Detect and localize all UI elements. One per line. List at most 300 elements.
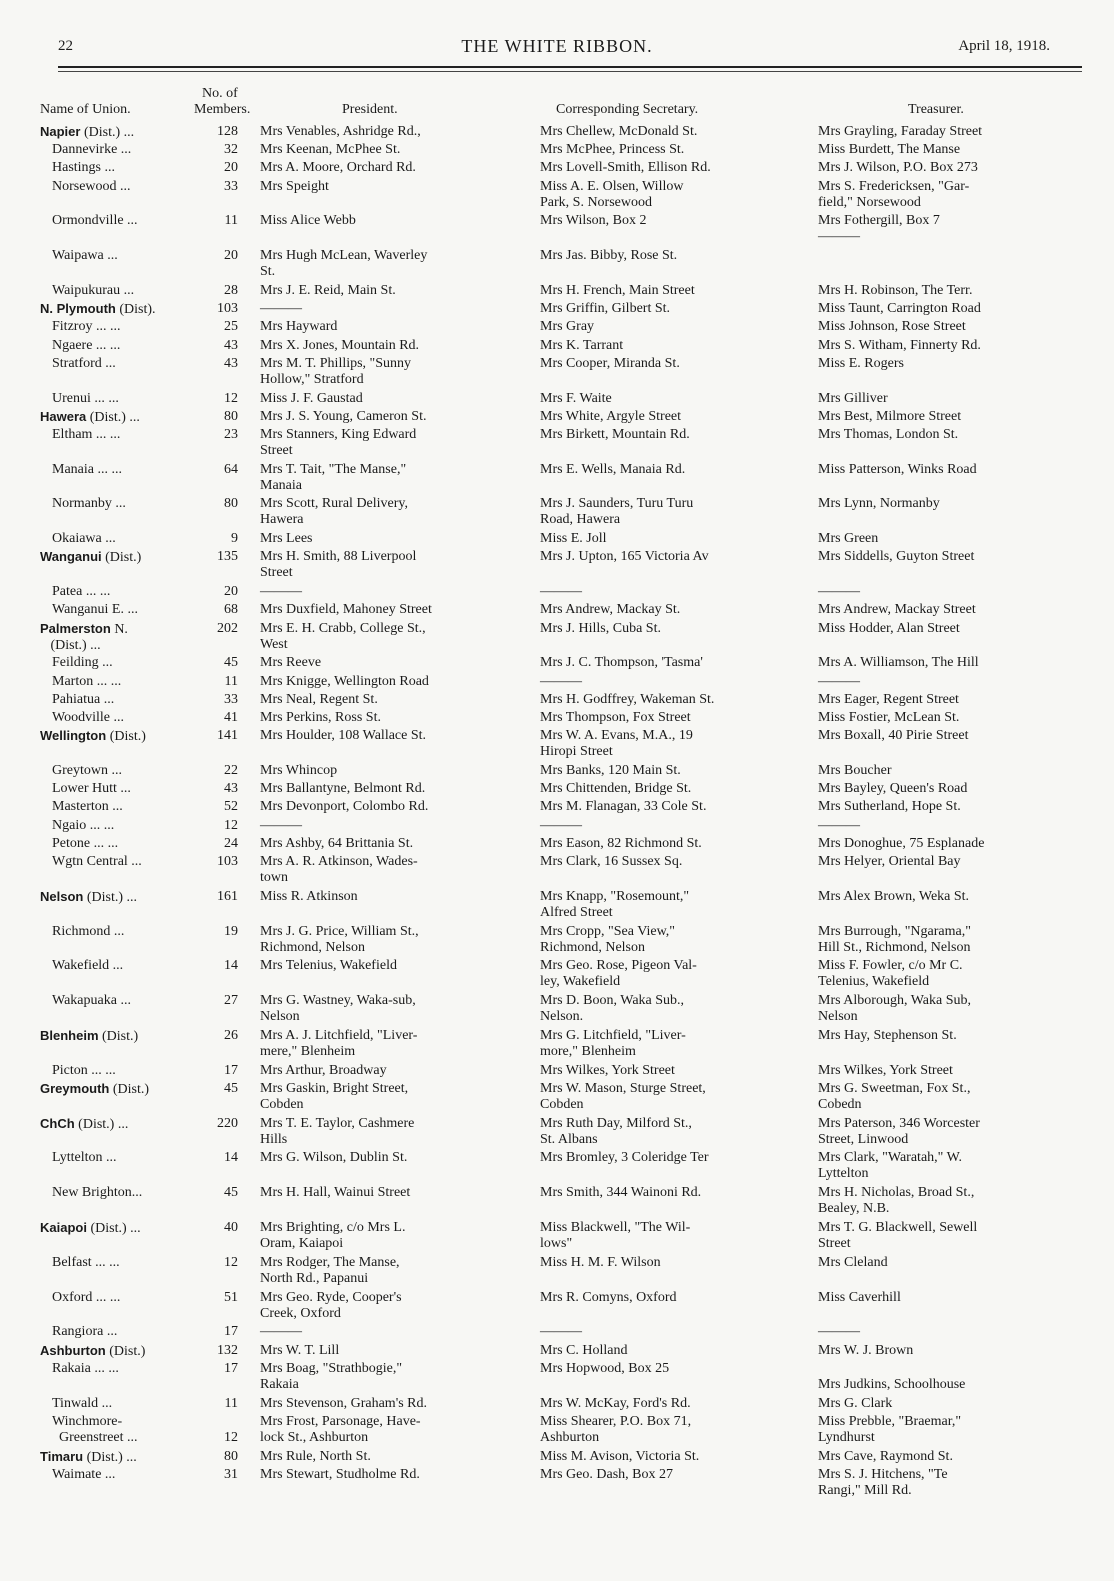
member-count: 33 — [224, 691, 238, 707]
treasurer-cell: Mrs T. G. Blackwell, Sewell Street — [818, 1220, 978, 1252]
secretary-cell: Mrs W. McKay, Ford's Rd. — [540, 1395, 691, 1411]
treasurer-cell: Mrs Alex Brown, Weka St. — [818, 888, 970, 904]
header-rule — [58, 66, 1082, 68]
union-name: Okaiawa ... — [52, 531, 116, 547]
treasurer-cell: Miss Prebble, "Braemar," Lyndhurst — [818, 1413, 962, 1445]
col-members-header-line1: No. of — [202, 86, 238, 101]
page-number: 22 — [58, 38, 73, 54]
district-union-name: Kaiapoi — [40, 1220, 87, 1236]
treasurer-cell: Mrs Alborough, Waka Sub, Nelson — [818, 993, 972, 1025]
union-name: Palmerston N. (Dist.) ... — [40, 620, 128, 653]
treasurer-cell: Mrs Helyer, Oriental Bay — [818, 853, 961, 869]
treasurer-cell: Miss Taunt, Carrington Road — [818, 301, 981, 317]
union-row — [0, 728, 1114, 763]
union-row — [0, 179, 1114, 214]
treasurer-cell: Miss Caverhill — [818, 1289, 901, 1305]
union-name: Wanganui (Dist.) — [40, 549, 142, 566]
treasurer-cell: Mrs W. J. Brown — [818, 1342, 914, 1358]
district-union-name: Blenheim — [40, 1027, 99, 1043]
secretary-cell: Mrs J. Saunders, Turu Turu Road, Hawera — [540, 496, 694, 528]
union-name: Richmond ... — [52, 923, 125, 939]
secretary-cell: ——— — [540, 584, 582, 600]
treasurer-cell: ——— — [818, 584, 860, 600]
union-row — [0, 993, 1114, 1028]
union-row — [0, 1028, 1114, 1063]
president-cell: Mrs Whincop — [260, 762, 338, 778]
union-name: Wakefield ... — [52, 958, 124, 974]
member-count: 43 — [224, 337, 238, 353]
union-row — [0, 1396, 1114, 1414]
secretary-cell: Mrs M. Flanagan, 33 Cole St. — [540, 799, 707, 815]
secretary-cell: Miss Shearer, P.O. Box 71, Ashburton — [540, 1413, 692, 1445]
president-cell: Mrs Boag, "Strathbogie," Rakaia — [260, 1360, 403, 1392]
union-row — [0, 1467, 1114, 1502]
col-name-header: Name of Union. — [40, 102, 131, 117]
secretary-cell: Mrs Birkett, Mountain Rd. — [540, 426, 690, 442]
union-row — [0, 301, 1114, 319]
union-name: ChCh (Dist.) ... — [40, 1115, 129, 1132]
secretary-cell: Mrs McPhee, Princess St. — [540, 142, 685, 158]
union-name: Waipawa ... — [52, 248, 118, 264]
member-count: 43 — [224, 355, 238, 371]
column-headers — [0, 84, 1114, 124]
union-row — [0, 1116, 1114, 1151]
secretary-cell: Mrs Geo. Dash, Box 27 — [540, 1466, 673, 1482]
secretary-cell: Mrs Ruth Day, Milford St., St. Albans — [540, 1115, 692, 1147]
president-cell: Mrs G. Wilson, Dublin St. — [260, 1150, 408, 1166]
treasurer-cell: Mrs Cave, Raymond St. — [818, 1448, 953, 1464]
secretary-cell: Mrs Banks, 120 Main St. — [540, 762, 681, 778]
president-cell: Mrs Devonport, Colombo Rd. — [260, 799, 429, 815]
member-count: 9 — [231, 531, 238, 547]
treasurer-cell: Mrs Gilliver — [818, 390, 888, 406]
union-row — [0, 1449, 1114, 1467]
member-count: 40 — [224, 1220, 238, 1236]
treasurer-cell: Mrs S. J. Hitchens, "Te Rangi," Mill Rd. — [818, 1466, 948, 1498]
treasurer-cell: ——— — [818, 1324, 860, 1340]
president-cell: Miss Alice Webb — [260, 213, 356, 229]
treasurer-cell: Miss Burdett, The Manse — [818, 142, 961, 158]
union-row — [0, 160, 1114, 178]
president-cell: Mrs Rule, North St. — [260, 1448, 371, 1464]
union-row — [0, 584, 1114, 602]
union-row — [0, 1255, 1114, 1290]
president-cell: Mrs Hayward — [260, 319, 338, 335]
secretary-cell: Mrs W. Mason, Sturge Street, Cobden — [540, 1080, 706, 1112]
col-members-header-line2: Members. — [194, 102, 251, 117]
district-union-name: Ashburton — [40, 1342, 106, 1358]
treasurer-cell: Miss Johnson, Rose Street — [818, 319, 966, 335]
member-count: 31 — [224, 1466, 238, 1482]
member-count: 14 — [224, 958, 238, 974]
treasurer-cell: Mrs S. Witham, Finnerty Rd. — [818, 337, 981, 353]
president-cell: ——— — [260, 584, 302, 600]
secretary-cell: Mrs Andrew, Mackay St. — [540, 602, 681, 618]
treasurer-cell: Mrs H. Nicholas, Broad St., Bealey, N.B. — [818, 1185, 975, 1217]
treasurer-cell: ——— — [818, 673, 860, 689]
president-cell: Mrs Ballantyne, Belmont Rd. — [260, 781, 426, 797]
union-row — [0, 1220, 1114, 1255]
header-rule-thin — [58, 71, 1082, 72]
union-row — [0, 818, 1114, 836]
secretary-cell: Mrs Bromley, 3 Coleridge Ter — [540, 1150, 709, 1166]
member-count: 19 — [224, 923, 238, 939]
union-row — [0, 213, 1114, 248]
president-cell: Mrs E. H. Crabb, College St., West — [260, 620, 426, 652]
president-cell: Mrs Stevenson, Graham's Rd. — [260, 1395, 428, 1411]
union-name: Ashburton (Dist.) — [40, 1342, 146, 1359]
col-president-header: President. — [342, 102, 398, 117]
member-count: 45 — [224, 1080, 238, 1096]
treasurer-cell: Mrs H. Robinson, The Terr. — [818, 282, 973, 298]
district-union-name: Nelson — [40, 888, 84, 904]
president-cell: Mrs Knigge, Wellington Road — [260, 673, 429, 689]
union-row — [0, 1414, 1114, 1449]
member-count: 25 — [224, 319, 238, 335]
union-row — [0, 674, 1114, 692]
member-count: 43 — [224, 781, 238, 797]
president-cell: Mrs Geo. Ryde, Cooper's Creek, Oxford — [260, 1289, 402, 1321]
secretary-cell: Mrs Wilkes, York Street — [540, 1062, 675, 1078]
treasurer-cell: Mrs Boucher — [818, 762, 892, 778]
district-union-name: Napier — [40, 124, 81, 139]
district-union-name: Greymouth — [40, 1080, 110, 1096]
union-name: Normanby ... — [52, 496, 126, 512]
member-count: 51 — [224, 1289, 238, 1305]
member-count: 23 — [224, 426, 238, 442]
union-row — [0, 602, 1114, 620]
secretary-cell: Mrs Gray — [540, 319, 595, 335]
member-count: 135 — [217, 549, 238, 565]
president-cell: Mrs T. Tait, "The Manse," Manaia — [260, 461, 407, 493]
union-name: Wakapuaka ... — [52, 993, 131, 1009]
union-name: Masterton ... — [52, 799, 123, 815]
secretary-cell: Mrs D. Boon, Waka Sub., Nelson. — [540, 993, 685, 1025]
president-cell: Mrs A. J. Litchfield, "Liver- mere," Blenheim — [260, 1027, 418, 1059]
treasurer-cell: Miss Patterson, Winks Road — [818, 461, 977, 477]
president-cell: Mrs X. Jones, Mountain Rd. — [260, 337, 420, 353]
president-cell: Mrs Houlder, 108 Wallace St. — [260, 728, 427, 744]
treasurer-cell: Mrs Best, Milmore Street — [818, 408, 962, 424]
president-cell: ——— — [260, 1324, 302, 1340]
union-name: Patea ... ... — [52, 584, 111, 600]
treasurer-cell: Mrs Lynn, Normanby — [818, 496, 940, 512]
secretary-cell: Mrs G. Litchfield, "Liver- more," Blenheim — [540, 1027, 686, 1059]
treasurer-cell: ——— — [818, 817, 860, 833]
secretary-cell: Miss M. Avison, Victoria St. — [540, 1448, 700, 1464]
treasurer-cell: Mrs Siddells, Guyton Street — [818, 549, 975, 565]
member-count: 45 — [224, 655, 238, 671]
president-cell: Mrs Reeve — [260, 655, 322, 671]
issue-date: April 18, 1918. — [958, 38, 1050, 54]
member-count: 32 — [224, 142, 238, 158]
page-header — [0, 38, 1114, 62]
secretary-cell: Miss H. M. F. Wilson — [540, 1254, 661, 1270]
secretary-cell: Mrs Cooper, Miranda St. — [540, 355, 680, 371]
treasurer-cell: Mrs Andrew, Mackay Street — [818, 602, 976, 618]
member-count: 20 — [224, 584, 238, 600]
secretary-cell: Mrs Thompson, Fox Street — [540, 709, 691, 725]
president-cell: Mrs Speight — [260, 178, 329, 194]
treasurer-cell: Mrs G. Sweetman, Fox St., Cobedn — [818, 1080, 971, 1112]
member-count: 141 — [217, 728, 238, 744]
union-row — [0, 854, 1114, 889]
secretary-cell: Mrs K. Tarrant — [540, 337, 624, 353]
union-row — [0, 1150, 1114, 1185]
union-name: Stratford ... — [52, 355, 116, 371]
member-count: 26 — [224, 1027, 238, 1043]
treasurer-cell: Mrs Grayling, Faraday Street — [818, 124, 983, 139]
union-row — [0, 1081, 1114, 1116]
union-row — [0, 124, 1114, 142]
secretary-cell: Mrs Cropp, "Sea View," Richmond, Nelson — [540, 923, 676, 955]
union-name: Ngaere ... ... — [52, 337, 121, 353]
secretary-cell: Mrs J. Hills, Cuba St. — [540, 620, 661, 636]
secretary-cell: ——— — [540, 1324, 582, 1340]
member-count: 128 — [217, 124, 238, 139]
union-row — [0, 781, 1114, 799]
secretary-cell: Mrs R. Comyns, Oxford — [540, 1289, 677, 1305]
member-count: 12 — [224, 390, 238, 406]
union-name: Blenheim (Dist.) — [40, 1027, 139, 1044]
member-count: 22 — [224, 762, 238, 778]
union-name: Woodville ... — [52, 709, 124, 725]
president-cell: Mrs Keenan, McPhee St. — [260, 142, 401, 158]
union-row — [0, 1290, 1114, 1325]
union-name: Ormondville ... — [52, 213, 138, 229]
president-cell: Mrs Gaskin, Bright Street, Cobden — [260, 1080, 409, 1112]
member-count: 64 — [224, 461, 238, 477]
union-name: Urenui ... ... — [52, 390, 119, 406]
secretary-cell: Mrs H. Godffrey, Wakeman St. — [540, 691, 715, 707]
secretary-cell: Mrs Clark, 16 Sussex Sq. — [540, 853, 683, 869]
secretary-cell: Mrs Eason, 82 Richmond St. — [540, 835, 702, 851]
union-name: Manaia ... ... — [52, 461, 122, 477]
secretary-cell: Mrs Chellew, McDonald St. — [540, 124, 698, 139]
president-cell: Mrs T. E. Taylor, Cashmere Hills — [260, 1115, 415, 1147]
union-row — [0, 356, 1114, 391]
member-count: 27 — [224, 993, 238, 1009]
union-row — [0, 531, 1114, 549]
member-count: 12 — [224, 1254, 238, 1270]
union-name: Rangiora ... — [52, 1324, 118, 1340]
union-name: Belfast ... ... — [52, 1254, 120, 1270]
secretary-cell: Miss E. Joll — [540, 531, 607, 547]
member-count: 11 — [224, 673, 238, 689]
president-cell: Mrs Stewart, Studholme Rd. — [260, 1466, 420, 1482]
union-row — [0, 655, 1114, 673]
treasurer-cell: Mrs Clark, "Waratah," W. Lyttelton — [818, 1150, 963, 1182]
secretary-cell: Miss Blackwell, "The Wil- lows" — [540, 1220, 691, 1252]
union-row — [0, 1343, 1114, 1361]
president-cell: Mrs Stanners, King Edward Street — [260, 426, 417, 458]
president-cell: ——— — [260, 817, 302, 833]
member-count: 103 — [217, 853, 238, 869]
treasurer-cell: Miss Hodder, Alan Street — [818, 620, 960, 636]
president-cell: Mrs Ashby, 64 Brittania St. — [260, 835, 414, 851]
secretary-cell: Mrs J. Upton, 165 Victoria Av — [540, 549, 709, 565]
union-name: Wanganui E. ... — [52, 602, 138, 618]
union-name: Greytown ... — [52, 762, 122, 778]
union-row — [0, 692, 1114, 710]
secretary-cell: Mrs C. Holland — [540, 1342, 628, 1358]
president-cell: Mrs Telenius, Wakefield — [260, 958, 397, 974]
union-row — [0, 409, 1114, 427]
member-count: 45 — [224, 1185, 238, 1201]
union-row — [0, 462, 1114, 497]
member-count: 20 — [224, 160, 238, 176]
secretary-cell: ——— — [540, 817, 582, 833]
union-name: Picton ... ... — [52, 1062, 116, 1078]
union-name: Nelson (Dist.) ... — [40, 888, 138, 905]
union-name: Pahiatua ... — [52, 691, 115, 707]
member-count: 132 — [217, 1342, 238, 1358]
treasurer-cell: Mrs G. Clark — [818, 1395, 893, 1411]
member-count: 33 — [224, 178, 238, 194]
secretary-cell: Mrs Hopwood, Box 25 — [540, 1360, 670, 1376]
union-row — [0, 283, 1114, 301]
union-name: Hastings ... — [52, 160, 115, 176]
union-name: Fitzroy ... ... — [52, 319, 121, 335]
president-cell: Mrs Venables, Ashridge Rd., — [260, 124, 421, 139]
treasurer-cell: Mrs Paterson, 346 Worcester Street, Linwood — [818, 1115, 980, 1147]
secretary-cell: Miss A. E. Olsen, Willow Park, S. Norsewood — [540, 178, 684, 210]
secretary-cell: Mrs Lovell-Smith, Ellison Rd. — [540, 160, 711, 176]
president-cell: Miss J. F. Gaustad — [260, 390, 363, 406]
union-name: Waimate ... — [52, 1466, 116, 1482]
treasurer-cell: Miss Fostier, McLean St. — [818, 709, 960, 725]
secretary-cell: Mrs J. C. Thompson, 'Tasma' — [540, 655, 703, 671]
member-count: 52 — [224, 799, 238, 815]
union-row — [0, 799, 1114, 817]
president-cell: Mrs M. T. Phillips, "Sunny Hollow," Stratford — [260, 355, 412, 387]
union-row — [0, 1185, 1114, 1220]
president-cell: Miss R. Atkinson — [260, 888, 358, 904]
union-row — [0, 836, 1114, 854]
president-cell: Mrs Neal, Regent St. — [260, 691, 378, 707]
district-union-name: Palmerston — [40, 620, 111, 636]
president-cell: Mrs W. T. Lill — [260, 1342, 340, 1358]
member-count: 80 — [224, 1448, 238, 1464]
union-row — [0, 496, 1114, 531]
treasurer-cell: Mrs A. Williamson, The Hill — [818, 655, 979, 671]
president-cell: ——— — [260, 301, 302, 317]
secretary-cell: Mrs Jas. Bibby, Rose St. — [540, 248, 678, 264]
member-count: 80 — [224, 496, 238, 512]
union-name: Kaiapoi (Dist.) ... — [40, 1220, 141, 1237]
publication-title: THE WHITE RIBBON. — [461, 36, 653, 56]
treasurer-cell: Mrs Eager, Regent Street — [818, 691, 959, 707]
district-union-name: ChCh — [40, 1115, 75, 1131]
secretary-cell: Mrs F. Waite — [540, 390, 612, 406]
union-name: Ngaio ... ... — [52, 817, 115, 833]
member-count: 103 — [217, 301, 238, 317]
secretary-cell: Mrs E. Wells, Manaia Rd. — [540, 461, 686, 477]
union-name: Lower Hutt ... — [52, 781, 131, 797]
district-union-name: Wanganui — [40, 549, 102, 565]
union-row — [0, 710, 1114, 728]
union-name: Lyttelton ... — [52, 1150, 117, 1166]
president-cell: Mrs Rodger, The Manse, North Rd., Papanui — [260, 1254, 400, 1286]
treasurer-cell: Mrs Bayley, Queen's Road — [818, 781, 968, 797]
president-cell: Mrs J. S. Young, Cameron St. — [260, 408, 427, 424]
secretary-cell: Mrs White, Argyle Street — [540, 408, 682, 424]
treasurer-cell: Mrs Fothergill, Box 7 ——— — [818, 213, 940, 245]
member-count: 80 — [224, 408, 238, 424]
member-count: 17 — [224, 1062, 238, 1078]
member-count: 20 — [224, 248, 238, 264]
treasurer-cell: Miss F. Fowler, c/o Mr C. Telenius, Wakefield — [818, 958, 963, 990]
president-cell: Mrs Arthur, Broadway — [260, 1062, 387, 1078]
union-name: Napier (Dist.) ... — [40, 124, 135, 140]
president-cell: Mrs Scott, Rural Delivery, Hawera — [260, 496, 409, 528]
union-name: Wgtn Central ... — [52, 853, 142, 869]
union-row — [0, 338, 1114, 356]
member-count: 17 — [224, 1360, 238, 1376]
union-name: New Brighton... — [52, 1185, 143, 1201]
member-count: 24 — [224, 835, 238, 851]
secretary-cell: ——— — [540, 673, 582, 689]
union-row — [0, 142, 1114, 160]
president-cell: Mrs Duxfield, Mahoney Street — [260, 602, 432, 618]
union-name: Winchmore- Greenstreet ... — [52, 1413, 138, 1445]
union-row — [0, 549, 1114, 584]
union-name: N. Plymouth (Dist). — [40, 301, 156, 318]
member-count: 161 — [217, 888, 238, 904]
union-row — [0, 924, 1114, 959]
union-name: Rakaia ... ... — [52, 1360, 119, 1376]
treasurer-cell: Mrs J. Wilson, P.O. Box 273 — [818, 160, 978, 176]
president-cell: Mrs Hugh McLean, Waverley St. — [260, 248, 428, 280]
union-name: Oxford ... ... — [52, 1289, 121, 1305]
member-count: 12 — [224, 817, 238, 833]
member-count: 17 — [224, 1324, 238, 1340]
treasurer-cell: Mrs Green — [818, 531, 879, 547]
col-secretary-header: Corresponding Secretary. — [556, 102, 699, 117]
union-row — [0, 1324, 1114, 1342]
secretary-cell: Mrs W. A. Evans, M.A., 19 Hiropi Street — [540, 728, 693, 760]
district-union-name: Timaru — [40, 1448, 84, 1464]
union-row — [0, 1063, 1114, 1081]
member-count: 12 — [224, 1429, 238, 1445]
district-union-name: N. Plymouth — [40, 301, 116, 317]
union-row — [0, 958, 1114, 993]
union-name: Dannevirke ... — [52, 142, 132, 158]
union-name: Timaru (Dist.) ... — [40, 1448, 137, 1465]
union-row — [0, 427, 1114, 462]
treasurer-cell: Mrs Judkins, Schoolhouse — [818, 1376, 966, 1392]
president-cell: Mrs Frost, Parsonage, Have- lock St., Ashburton — [260, 1413, 421, 1445]
union-name: Petone ... ... — [52, 835, 119, 851]
union-row — [0, 621, 1114, 656]
union-name: Norsewood ... — [52, 178, 131, 194]
member-count: 68 — [224, 602, 238, 618]
member-count: 11 — [224, 213, 238, 229]
president-cell: Mrs H. Smith, 88 Liverpool Street — [260, 549, 417, 581]
treasurer-cell: Mrs Burrough, "Ngarama," Hill St., Richmond, Nelson — [818, 923, 971, 955]
union-name: Eltham ... ... — [52, 426, 121, 442]
treasurer-cell: Miss E. Rogers — [818, 355, 904, 371]
union-name: Feilding ... — [52, 655, 113, 671]
secretary-cell: Mrs H. French, Main Street — [540, 282, 695, 298]
president-cell: Mrs H. Hall, Wainui Street — [260, 1185, 411, 1201]
secretary-cell: Mrs Wilson, Box 2 — [540, 213, 647, 229]
union-name: Tinwald ... — [52, 1395, 113, 1411]
union-name: Wellington (Dist.) — [40, 728, 146, 745]
treasurer-cell: Mrs Donoghue, 75 Esplanade — [818, 835, 985, 851]
president-cell: Mrs G. Wastney, Waka-sub, Nelson — [260, 993, 416, 1025]
member-count: 202 — [217, 620, 238, 636]
